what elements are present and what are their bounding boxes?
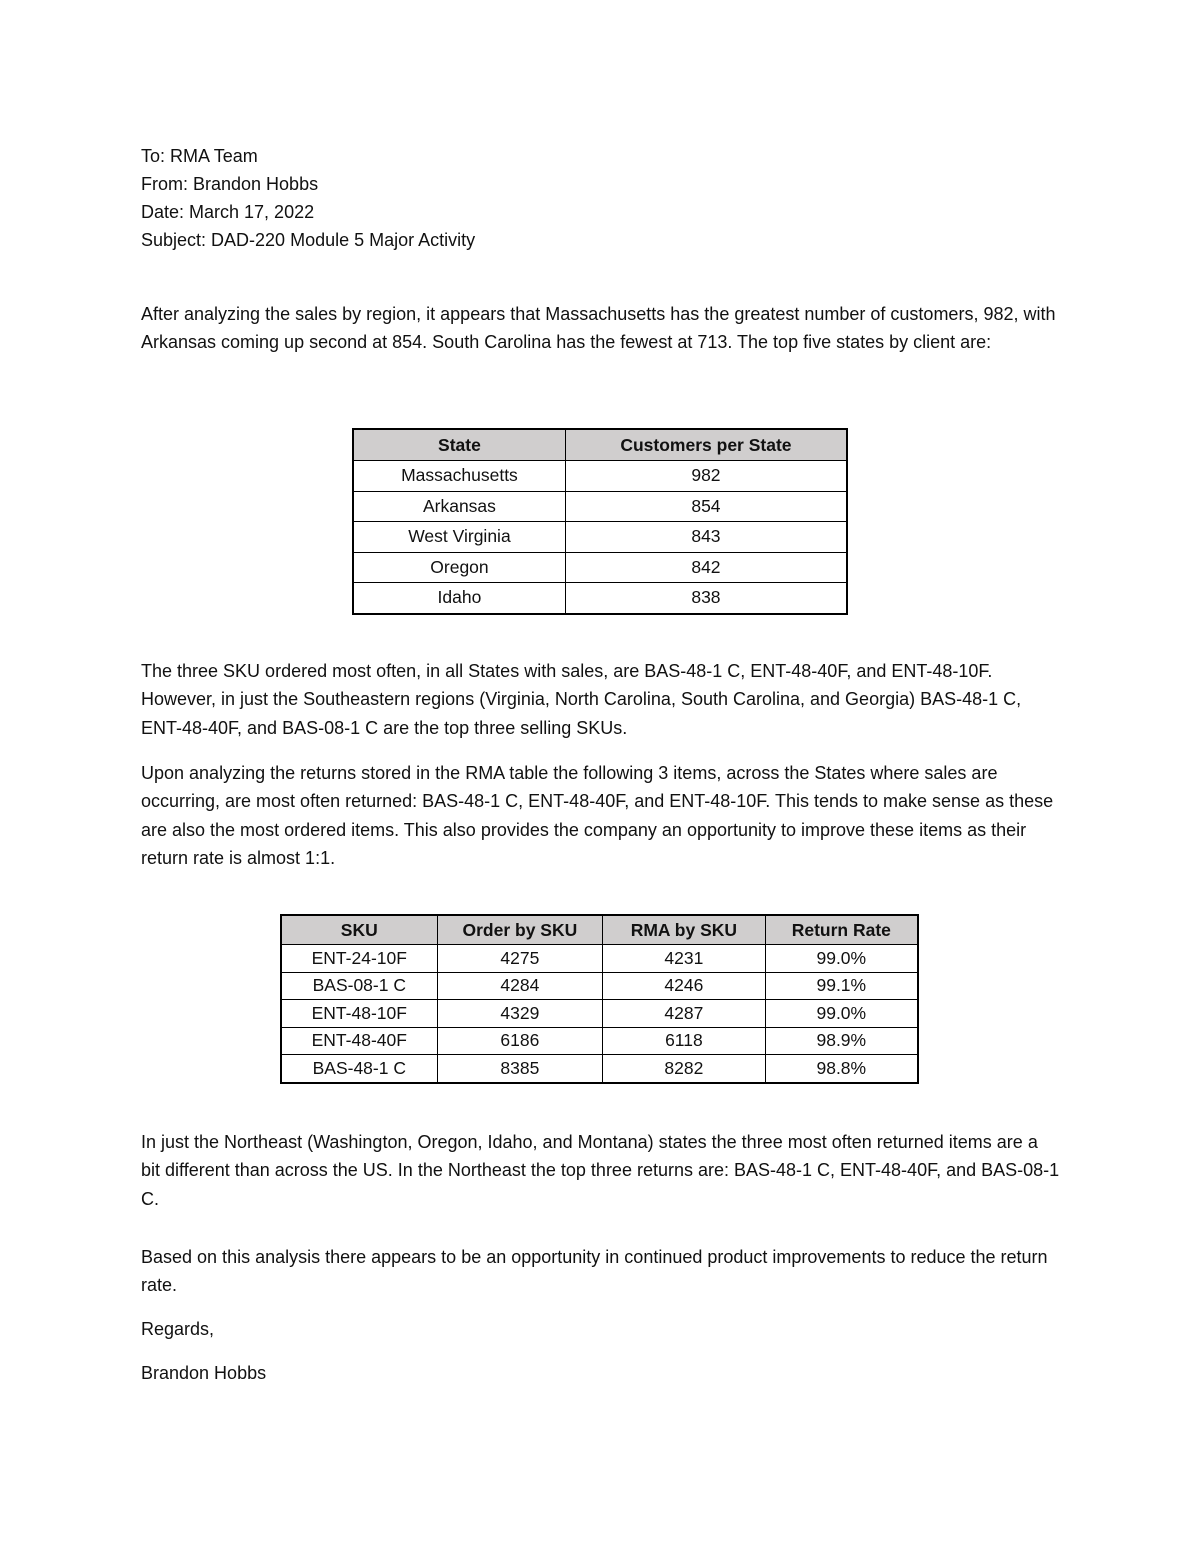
order-cell: 6186 [437, 1027, 603, 1055]
column-header-customers: Customers per State [565, 429, 847, 461]
return-rate-cell: 98.8% [765, 1055, 918, 1083]
customers-cell: 843 [565, 522, 847, 553]
order-cell: 8385 [437, 1055, 603, 1083]
table-row [353, 583, 847, 614]
sku-ordered-paragraph: The three SKU ordered most often, in all States with sales, are BAS-48-1 C, ENT-48-40F, and ENT-48-10F. However, in just the Southeastern regions (Virginia, North Carolina, South Carolina, and Georgia) BAS-48-1 C, ENT-48-40F, and BAS-08-1 C are the top three selling SKUs. [141, 661, 1022, 738]
state-cell: Massachusetts [353, 461, 565, 492]
table-header-row [281, 915, 918, 945]
table-header-row [353, 429, 847, 461]
state-cell: Idaho [353, 583, 565, 614]
regards-line: Regards, [141, 1319, 215, 1339]
state-cell: West Virginia [353, 522, 565, 553]
column-header-state: State [353, 429, 565, 461]
return-rate-cell: 99.0% [765, 945, 918, 973]
return-rate-cell: 99.0% [765, 1000, 918, 1028]
sku-cell: ENT-24-10F [281, 945, 437, 973]
customers-cell: 842 [565, 552, 847, 583]
memo-subject: Subject: DAD-220 Module 5 Major Activity [141, 230, 476, 250]
rma-cell: 4287 [603, 1000, 765, 1028]
column-header-rma: RMA by SKU [603, 915, 765, 945]
memo-to: To: RMA Team [141, 146, 258, 166]
table-row [353, 522, 847, 553]
rma-cell: 4231 [603, 945, 765, 973]
memo-date: Date: March 17, 2022 [141, 202, 315, 222]
column-header-return-rate: Return Rate [765, 915, 918, 945]
state-cell: Oregon [353, 552, 565, 583]
table-row [281, 1027, 918, 1055]
column-header-sku: SKU [281, 915, 437, 945]
sku-cell: BAS-08-1 C [281, 972, 437, 1000]
order-cell: 4284 [437, 972, 603, 1000]
table-row [281, 972, 918, 1000]
rma-cell: 6118 [603, 1027, 765, 1055]
conclusion-paragraph: Based on this analysis there appears to be an opportunity in continued product improvements to reduce the return rate. [141, 1247, 1048, 1296]
return-rate-cell: 98.9% [765, 1027, 918, 1055]
signature-name: Brandon Hobbs [141, 1363, 267, 1383]
northeast-paragraph: In just the Northeast (Washington, Oregon, Idaho, and Montana) states the three most often returned items are a bit different than across the US. In the Northeast the top three returns are: BAS-48-1 C, ENT-48-40F, and BAS-08-1 C. [141, 1132, 1060, 1209]
memo-from: From: Brandon Hobbs [141, 174, 319, 194]
sku-cell: ENT-48-10F [281, 1000, 437, 1028]
sku-cell: BAS-48-1 C [281, 1055, 437, 1083]
column-header-order: Order by SKU [437, 915, 603, 945]
table-row [281, 945, 918, 973]
sku-cell: ENT-48-40F [281, 1027, 437, 1055]
customers-cell: 838 [565, 583, 847, 614]
order-cell: 4275 [437, 945, 603, 973]
table-row [281, 1055, 918, 1083]
customers-cell: 854 [565, 491, 847, 522]
returns-paragraph: Upon analyzing the returns stored in the RMA table the following 3 items, across the States where sales are occurring, are most often returned: BAS-48-1 C, ENT-48-40F, and ENT-48-10F. This tends to make sense as these are also the most ordered items. This also provides the company an opportunity to improve these items as their return rate is almost 1:1. [141, 763, 1054, 868]
table-row [353, 461, 847, 492]
customers-cell: 982 [565, 461, 847, 492]
intro-paragraph: After analyzing the sales by region, it appears that Massachusetts has the greatest number of customers, 982, with Arkansas coming up second at 854. South Carolina has the fewest at 713. The top five states by client are: [141, 304, 1056, 353]
sku-returns-table [280, 914, 919, 1084]
table-row [281, 1000, 918, 1028]
state-customers-table [352, 428, 848, 615]
table-row [353, 552, 847, 583]
table-row [353, 491, 847, 522]
rma-cell: 8282 [603, 1055, 765, 1083]
state-cell: Arkansas [353, 491, 565, 522]
order-cell: 4329 [437, 1000, 603, 1028]
rma-cell: 4246 [603, 972, 765, 1000]
return-rate-cell: 99.1% [765, 972, 918, 1000]
